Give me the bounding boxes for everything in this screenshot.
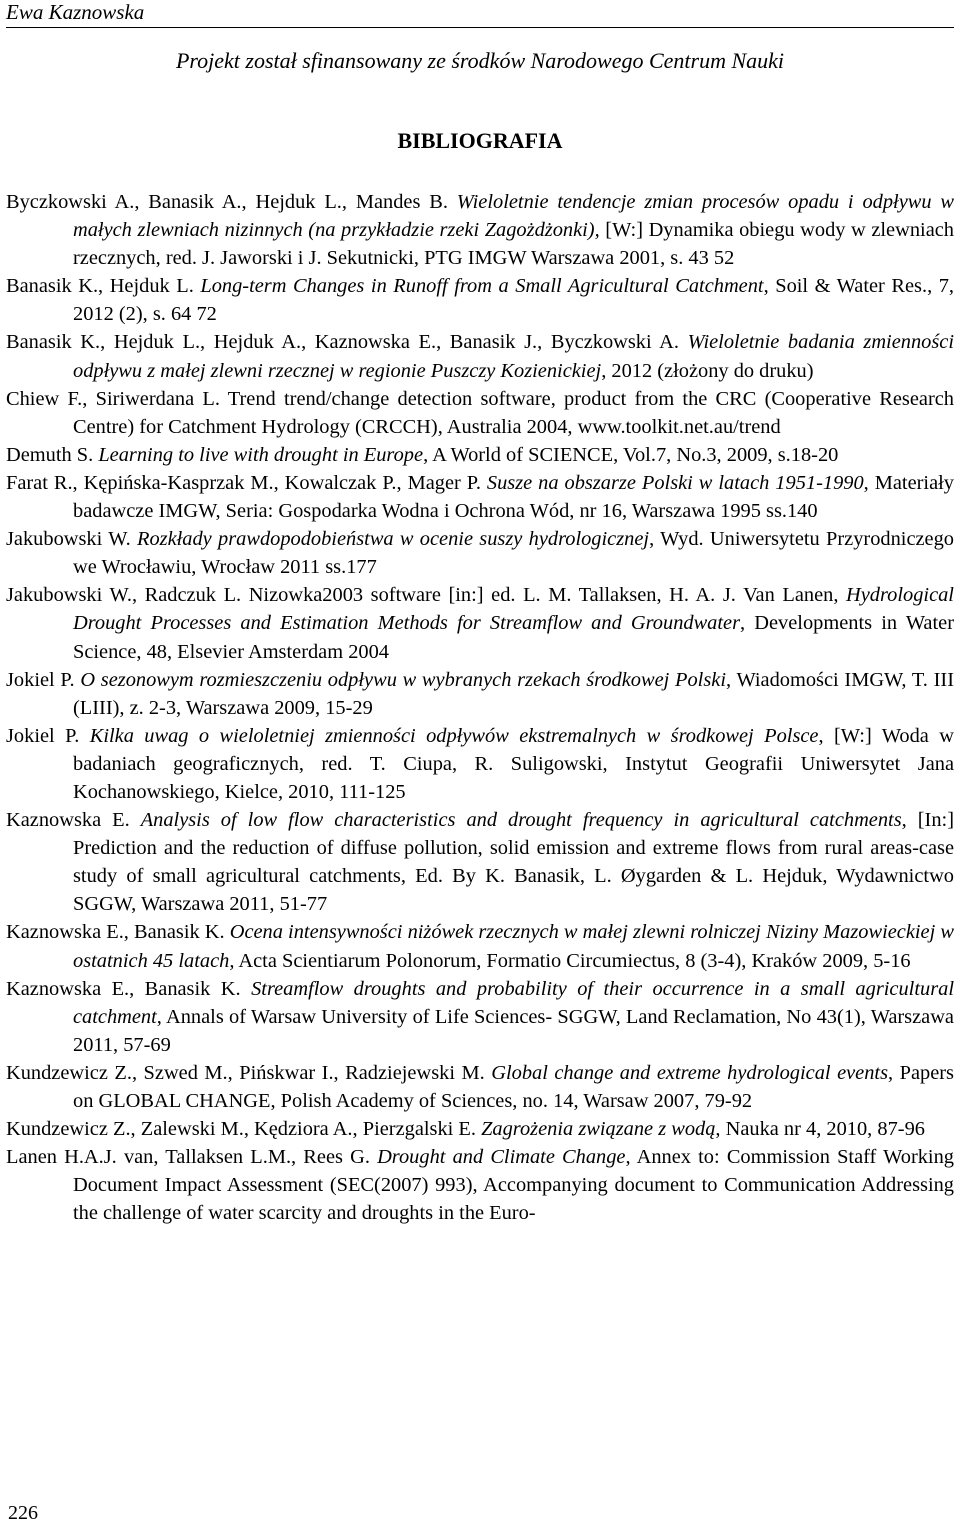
reference-authors: Jokiel P.: [6, 724, 90, 747]
reference-rest: , [W:] Woda w badaniach geograficznych, red. T. Ciupa, R. Suligowski, Instytut Geografii Uniwersytet Jana Kochanowskiego, Kielce, 2010, 111-125: [73, 724, 954, 803]
funding-note: Projekt został sfinansowany ze środków Narodowego Centrum Nauki: [175, 48, 785, 73]
reference-authors: Kaznowska E., Banasik K.: [6, 977, 252, 1000]
reference-title: Zagrożenia związane z wodą: [481, 1118, 716, 1141]
reference-entry: [6, 581, 954, 665]
reference-rest: , Annex to: Commission Staff Working Document Impact Assessment (SEC(2007) 993), Accompanying document to Communication Addressing the challenge of water scarcity and droughts in the Euro-: [73, 1146, 954, 1225]
reference-entry: [6, 666, 954, 722]
reference-title: Learning to live with drought in Europe: [98, 443, 424, 466]
reference-title: Streamflow droughts and probability of their occurrence in a small agricultural catchment: [73, 977, 954, 1028]
reference-authors: Kaznowska E., Banasik K.: [6, 921, 230, 944]
reference-authors: Kundzewicz Z., Zalewski M., Kędziora A., Pierzgalski E.: [6, 1118, 482, 1141]
reference-rest: Acta Scientiarum Polonorum, Formatio Circumiectus, 8 (3-4), Kraków 2009, 5-16: [234, 949, 911, 972]
reference-title: Hydrological Drought Processes and Estimation Methods for Streamflow and Groundwater: [73, 584, 954, 635]
reference-title: Rozkłady prawdopodobieństwa w ocenie suszy hydrologicznej: [136, 528, 650, 551]
reference-title: Long-term Changes in Runoff from a Small Agricultural Catchment: [200, 275, 764, 298]
reference-entry: [6, 328, 954, 384]
reference-rest: Trend trend/change detection software, product from the CRC (Cooperative Research Centre) for Catchment Hydrology (CRCCH), Australia 2004, www.toolkit.net.au/trend: [73, 387, 954, 438]
reference-rest: , Papers on GLOBAL CHANGE, Polish Academy of Sciences, no. 14, Warsaw 2007, 79-92: [73, 1061, 954, 1112]
reference-authors: Chiew F., Siriwerdana L.: [6, 387, 228, 410]
reference-rest: , 2012 (złożony do druku): [601, 359, 814, 382]
reference-entry: [6, 272, 954, 328]
reference-entry: [6, 1059, 954, 1115]
reference-title: O sezonowym rozmieszczeniu odpływu w wybranych rzekach środkowej Polski: [80, 668, 726, 691]
reference-rest: , Wyd. Uniwersytetu Przyrodniczego we Wrocławiu, Wrocław 2011 ss.177: [73, 528, 955, 579]
reference-rest: , Annals of Warsaw University of Life Sciences- SGGW, Land Reclamation, No 43(1), Warszawa 2011, 57-69: [73, 1005, 954, 1056]
reference-rest: , [In:] Prediction and the reduction of diffuse pollution, solid emission and extreme flows from rural areas-case study of small agricultural catchments, Ed. By K. Banasik, L. Øygarden & L. Hejduk, Wydawnictwo SGGW, Warszawa 2011, 51-77: [73, 809, 954, 916]
reference-entry: [6, 525, 954, 581]
reference-authors: Banasik K., Hejduk L.: [6, 275, 201, 298]
reference-authors: Byczkowski A., Banasik A., Hejduk L., Mandes B.: [6, 191, 457, 213]
reference-title: Drought and Climate Change: [377, 1146, 626, 1169]
page-number: 226: [8, 1502, 38, 1524]
reference-entry: [6, 918, 954, 974]
reference-entry: [6, 975, 954, 1059]
reference-rest: , Developments in Water Science, 48, Elsevier Amsterdam 2004: [73, 612, 954, 663]
reference-title: Global change and extreme hydrological events: [491, 1061, 889, 1084]
reference-title: Wieloletnie badania zmienności odpływu z małej zlewni rzecznej w regionie Puszczy Kozienickiej: [73, 331, 954, 382]
reference-rest: , Soil & Water Res., 7, 2012 (2), s. 64 72: [73, 275, 954, 326]
reference-rest: , A World of SCIENCE, Vol.7, No.3, 2009, s.18-20: [423, 443, 839, 466]
reference-authors: Jokiel P.: [6, 668, 81, 691]
reference-entry: [6, 188, 954, 272]
reference-authors: Demuth S.: [6, 443, 99, 466]
reference-entry: [6, 722, 954, 806]
reference-title: Wieloletnie tendencje zmian procesów opadu i odpływu w małych zlewniach nizinnych (na przykładzie rzeki Zagożdżonki),: [73, 191, 954, 242]
reference-title: Analysis of low flow characteristics and drought frequency in agricultural catchments: [140, 809, 902, 832]
reference-rest: , Materiały badawcze IMGW, Seria: Gospodarka Wodna i Ochrona Wód, nr 16, Warszawa 1995 ss.140: [73, 471, 954, 523]
reference-rest: [W:] Dynamika obiegu wody w zlewniach rzecznych, red. J. Jaworski i J. Sekutnicki, PTG IMGW Warszawa 2001, s. 43 52: [73, 219, 954, 270]
reference-entry: [6, 469, 954, 525]
reference-authors: Jakubowski W., Radczuk L.: [6, 584, 249, 607]
reference-list: [6, 188, 954, 1227]
reference-entry: [6, 1115, 954, 1143]
reference-title: Susze na obszarze Polski w latach 1951-1990: [486, 471, 864, 494]
reference-entry: [6, 806, 954, 918]
reference-entry: [6, 441, 954, 469]
reference-rest: Nizowka2003 software [in:] ed. L. M. Tallaksen, H. A. J. Van Lanen,: [248, 584, 846, 607]
reference-title: Ocena intensywności niżówek rzecznych w małej zlewni rolniczej Niziny Mazowieckiej w ostatnich 45 latach,: [73, 921, 954, 972]
section-title: BIBLIOGRAFIA: [397, 128, 563, 153]
reference-authors: Jakubowski W.: [6, 528, 137, 551]
reference-authors: Farat R., Kępińska-Kasprzak M., Kowalczak P., Mager P.: [6, 471, 487, 494]
reference-entry: [6, 385, 954, 441]
reference-title: Kilka uwag o wieloletniej zmienności odpływów ekstremalnych w środkowej Polsce: [89, 724, 819, 747]
reference-authors: Kaznowska E.: [6, 809, 141, 832]
reference-authors: Lanen H.A.J. van, Tallaksen L.M., Rees G.: [6, 1146, 378, 1169]
reference-authors: Kundzewicz Z., Szwed M., Pińskwar I., Radziejewski M.: [6, 1061, 492, 1084]
reference-rest: , Wiadomości IMGW, T. III (LIII), z. 2-3, Warszawa 2009, 15-29: [73, 668, 954, 719]
reference-authors: Banasik K., Hejduk L., Hejduk A., Kaznowska E., Banasik J., Byczkowski A.: [6, 331, 688, 354]
reference-rest: , Nauka nr 4, 2010, 87-96: [715, 1118, 925, 1141]
running-header: Ewa Kaznowska: [6, 0, 954, 28]
reference-entry: [6, 1143, 954, 1227]
